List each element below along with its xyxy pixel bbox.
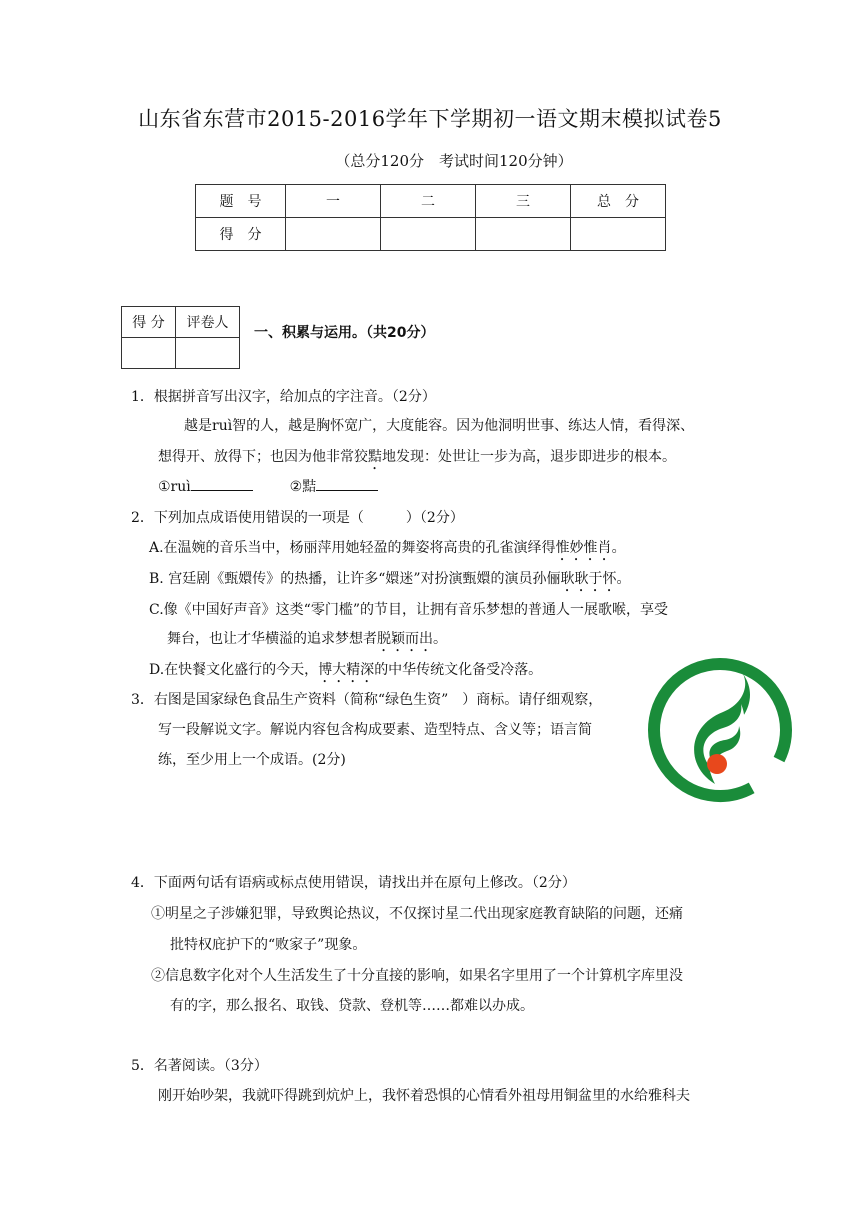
score-cell-1: [286, 218, 381, 251]
score-table: [195, 184, 666, 251]
grader-name-cell: [176, 338, 240, 369]
q1-dotted-char: 黠: [368, 449, 382, 465]
score-header-3: 三: [476, 185, 571, 218]
q2-stem: 2．下列加点成语使用错误的一项是（ ）（2分）: [131, 510, 464, 526]
q1-passage-line2: 想得开、放得下；也因为他非常狡黠地发现：处世让一步为高，退步即进步的根本。: [158, 449, 676, 465]
q3-line3: 练，至少用上一个成语。(2分): [158, 752, 346, 768]
grader-score-cell: [122, 338, 176, 369]
score-row-label: 得 分: [196, 218, 286, 251]
q2-option-b: B. 宫廷剧《甄嬛传》的热播，让许多“嬛迷”对扮演甄嬛的演员孙俪耿耿于怀。: [149, 571, 631, 587]
q4-sentence2-line1: ②信息数字化对个人生活发生了十分直接的影响，如果名字里用了一个计算机字库里没: [151, 968, 683, 984]
q5-stem: 5．名著阅读。（3分）: [131, 1058, 268, 1074]
q1-blank2[interactable]: [316, 478, 378, 491]
q4-sentence1-line2: 批特权庇护下的“败家子”现象。: [170, 937, 367, 953]
page-title: 山东省东营市2015-2016学年下学期初一语文期末模拟试卷5: [138, 107, 722, 131]
score-cell-2: [381, 218, 476, 251]
score-table-header-row: [196, 185, 666, 218]
score-header-total: 总 分: [571, 185, 666, 218]
score-header-number: 题 号: [196, 185, 286, 218]
grader-table: [121, 306, 240, 369]
score-header-2: 二: [381, 185, 476, 218]
green-production-logo: [645, 656, 795, 804]
q1-blank1[interactable]: [191, 478, 253, 491]
q1-blank1-label: ①ruì: [158, 479, 191, 495]
q2-option-a: A.在温婉的音乐当中，杨丽萍用她轻盈的舞姿将高贵的孔雀演绎得惟妙惟肖。: [149, 540, 626, 556]
q4-stem: 4．下面两句话有语病或标点使用错误，请找出并在原句上修改。（2分）: [131, 875, 576, 891]
section-heading: 一、积累与运用。（共20分）: [254, 325, 435, 341]
q3-line1: 3．右图是国家绿色食品生产资料（简称“绿色生资” ）商标。请仔细观察，: [131, 692, 603, 708]
score-table-score-row: [196, 218, 666, 251]
q1-stem: 1．根据拼音写出汉字，给加点的字注音。（2分）: [131, 389, 436, 405]
q1-blank2-label: ②黠: [289, 479, 317, 495]
score-cell-3: [476, 218, 571, 251]
q2-option-c-line2: 舞台，也让才华横溢的追求梦想者脱颖而出。: [167, 631, 447, 647]
score-header-1: 一: [286, 185, 381, 218]
q4-sentence2-line2: 有的字，那么报名、取钱、贷款、登机等……都难以办成。: [170, 998, 534, 1014]
exam-info: （总分120分 考试时间120分钟）: [335, 152, 573, 170]
q3-line2: 写一段解说文字。解说内容包含构成要素、造型特点、含义等；语言简: [158, 722, 592, 738]
q1-answer-line: [158, 476, 378, 496]
q2-option-c-line1: C.像《中国好声音》这类“零门槛”的节目，让拥有音乐梦想的普通人一展歌喉，享受: [149, 602, 668, 618]
grader-name-label: 评卷人: [176, 307, 240, 338]
grader-score-label: 得 分: [122, 307, 176, 338]
score-cell-total: [571, 218, 666, 251]
q1-passage-line1: 越是ruì智的人，越是胸怀宽广，大度能容。因为他洞明世事、练达人情，看得深、: [184, 418, 695, 434]
q2-option-d: D.在快餐文化盛行的今天，博大精深的中华传统文化备受冷落。: [149, 662, 543, 678]
q5-passage-line1: 刚开始吵架，我就吓得跳到炕炉上，我怀着恐惧的心情看外祖母用铜盆里的水给雅科夫: [158, 1088, 690, 1104]
q4-sentence1-line1: ①明星之子涉嫌犯罪，导致舆论热议，不仅探讨星二代出现家庭教育缺陷的问题，还痛: [151, 906, 683, 922]
